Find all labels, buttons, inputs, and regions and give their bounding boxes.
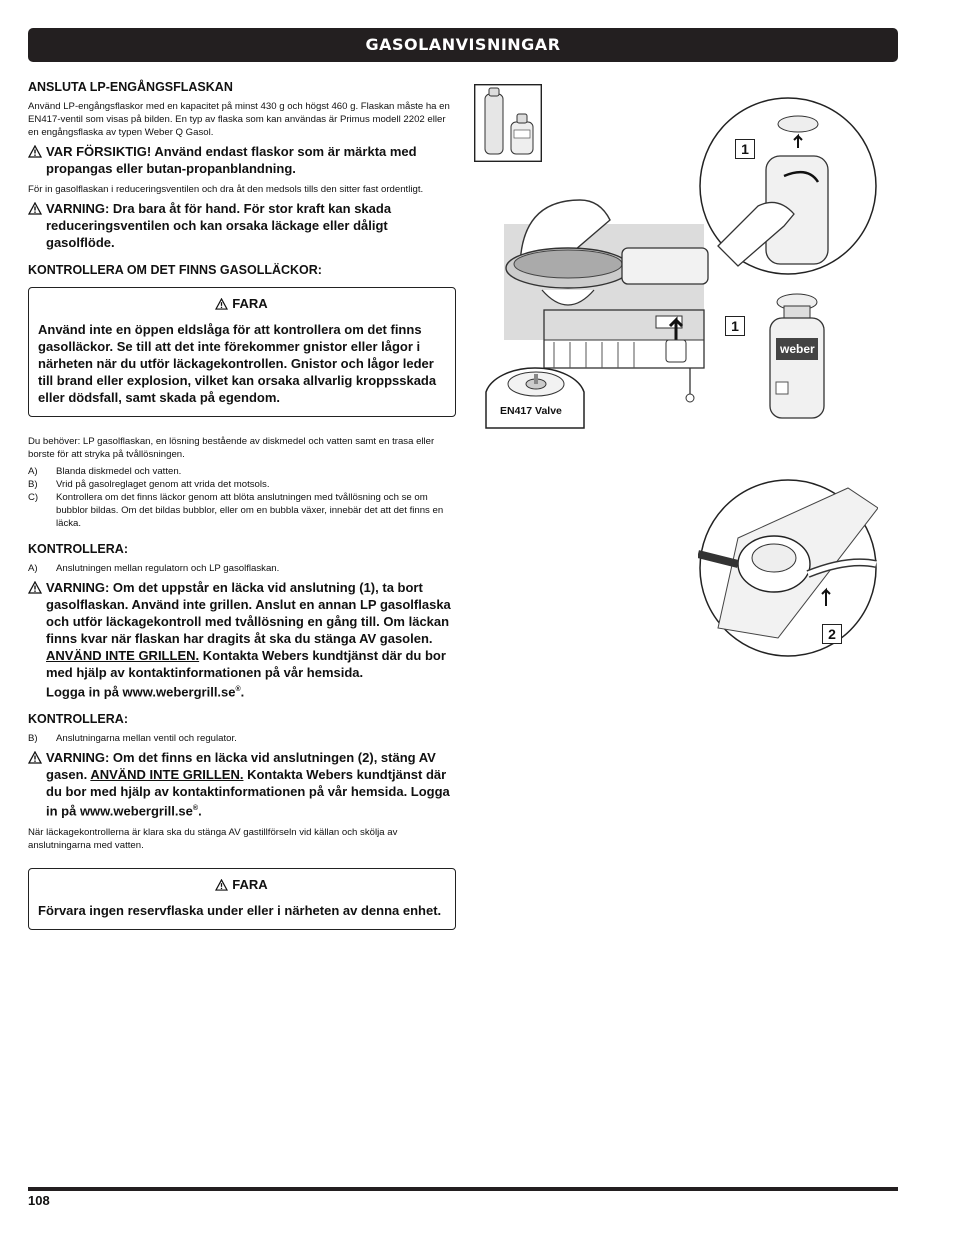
danger-box-flame xyxy=(28,287,456,417)
insert-instruction: För in gasolflaskan i reduceringsventilen och dra åt den medsols tills den sitter fast ordentligt. xyxy=(28,184,424,195)
heading-connect-cylinder: ANSLUTA LP-ENGÅNGSFLASKAN xyxy=(28,80,233,94)
check-b-list xyxy=(28,732,456,745)
warning-triangle-icon xyxy=(215,879,228,891)
warning-triangle-icon xyxy=(28,145,42,158)
list-item: B) Anslutningarna mellan ventil och regulator. xyxy=(28,733,237,745)
closing-instruction: När läckagekontrollerna är klara ska du stänga AV gastillförseln vid källan och skölja av anslutningarna med vatten. xyxy=(28,826,398,851)
cylinder-types-illustration xyxy=(474,84,542,162)
danger-title: FARA xyxy=(38,877,445,892)
en417-valve-illustration xyxy=(482,362,588,430)
text-column xyxy=(28,80,456,948)
section-header xyxy=(28,28,898,62)
heading-leak-check: KONTROLLERA OM DET FINNS GASOLLÄCKOR: xyxy=(28,263,322,277)
heading-check-b: KONTROLLERA: xyxy=(28,712,128,727)
warning-triangle-icon xyxy=(28,581,42,594)
caution-note: VAR FÖRSIKTIG! Använd endast flaskor som är märkta med propangas eller butan-propanblandning. xyxy=(28,143,456,177)
check-a-list xyxy=(28,562,456,575)
danger-text: Förvara ingen reservflaska under eller i närheten av denna enhet. xyxy=(38,902,442,918)
danger-text: Använd inte en öppen eldslåga för att kontrollera om det finns gasolläckor. Se till att det inte förekommer gnistor eller lågor i närheten när du utför läckagekontrollen. Gnistor och lågor leder till brand eller explosion, vilket kan orsaka allvarlig kroppsskada eller dödsfall, samt skada på egendom. xyxy=(38,322,437,405)
footer-rule xyxy=(28,1187,898,1191)
danger-title: FARA xyxy=(38,296,445,311)
list-item: A) Blanda diskmedel och vatten. xyxy=(28,466,182,477)
heading-check-a: KONTROLLERA: xyxy=(28,542,128,556)
leak-warning-1: VARNING: Om det uppstår en läcka vid anslutning (1), ta bort gasolflaskan. Använd inte grillen. Anslut en annan LP gasolflaska och utför läckagekontroll med tvållösning en gång till. Om läckan finns kvar när flaskan har dragits åt ska du stänga AV gasolen. ANVÄND INTE GRILLEN. Kontakta Webers kundtjänst där du bor med hjälp av kontaktinformationen på vår hemsida. Logga in på www.webergrill.se®. xyxy=(28,579,456,700)
callout-2: 2 xyxy=(822,624,842,644)
page-number: 108 xyxy=(28,1193,50,1208)
list-item: A) Anslutningen mellan regulatorn och LP gasolflaskan. xyxy=(28,563,280,574)
callout-1: 1 xyxy=(725,316,745,336)
needs-intro: Du behöver: LP gasolflaskan, en lösning bestående av diskmedel och vatten samt en trasa eller borste för att stryka på tvållösningen. xyxy=(28,436,435,460)
warning-triangle-icon xyxy=(28,751,42,764)
cylinder-description: Använd LP-engångsflaskor med en kapacitet på minst 430 g och högst 460 g. Flaskan måste ha en EN417-ventil som visas på bilden. En typ av flaska som kan användas är Primus modell 2202 eller en engångsflaska av typen Weber Q Gasol. xyxy=(28,101,450,138)
weber-logo: weber xyxy=(780,342,815,356)
warning-triangle-icon xyxy=(215,298,228,310)
danger-box-storage xyxy=(28,868,456,930)
callout-1: 1 xyxy=(735,139,755,159)
page-title: GASOLANVISNINGAR xyxy=(365,35,561,54)
hand-attaching-cylinder-illustration xyxy=(698,96,878,276)
cylinder-attached-illustration xyxy=(766,292,828,422)
leak-warning-2: VARNING: Om det finns en läcka vid anslutningen (2), stäng AV gasen. ANVÄND INTE GRILLEN. Kontakta Webers kundtjänst där du bor med hjälp av kontaktinformationen på vår hemsida. Logga in på www.webergrill.se®. xyxy=(28,749,456,819)
regulator-connection-illustration xyxy=(698,478,878,658)
needs-list xyxy=(28,465,456,530)
hand-tighten-warning: VARNING: Dra bara åt för hand. För stor kraft kan skada reduceringsventilen och kan orsaka läckage eller dåligt gasolflöde. xyxy=(28,200,456,251)
warning-triangle-icon xyxy=(28,202,42,215)
list-item: C) Kontrollera om det finns läckor genom att blöta anslutningen med tvållösning och se om bubblor bildas. Om det bildas bubblor, eller om en bubbla växer, innebär det att det finns en läcka. xyxy=(28,492,444,529)
list-item: B) Vrid på gasolreglaget genom att vrida det motsols. xyxy=(28,479,270,490)
valve-label: EN417 Valve xyxy=(500,405,562,417)
